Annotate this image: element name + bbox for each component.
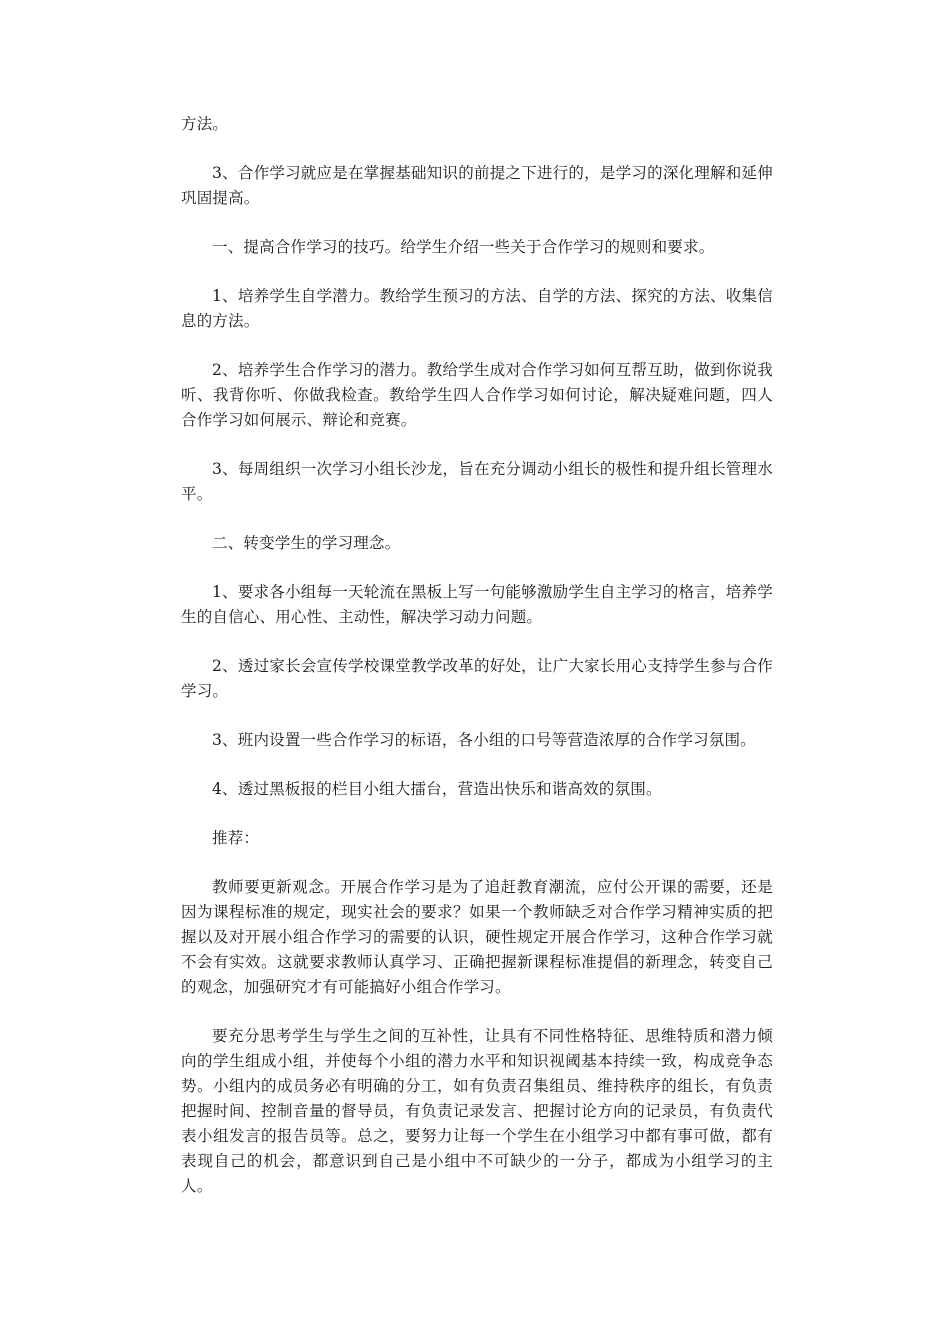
document-body <box>181 112 773 1223</box>
paragraph-slogans: 3、班内设置一些合作学习的标语，各小组的口号等营造浓厚的合作学习氛围。 <box>212 731 756 749</box>
paragraph-group-roles: 要充分思考学生与学生之间的互补性，让具有不同性格特征、思维特质和潜力倾向的学生组成小组，并使每个小组的潜力水平和知识视阈基本持续一致，构成竞争态势。小组内的成员务必有明确的分工，如有负责召集组员、维持秩序的组长，有负责把握时间、控制音量的督导员，有负责记录发言、把握讨论方向的记录员，有负责代表小组发言的报告员等。总之，要努力让每一个学生在小组学习中都有事可做，都有表现自己的机会，都意识到自己是小组中不可缺少的一分子，都成为小组学习的主人。 <box>181 1027 773 1195</box>
paragraph-blackboard: 4、透过黑板报的栏目小组大擂台，营造出快乐和谐高效的氛围。 <box>212 780 662 798</box>
paragraph-point-3-basics: 3、合作学习就应是在掌握基础知识的前提之下进行的，是学习的深化理解和延伸巩固提高。 <box>181 164 773 207</box>
paragraph-update-concepts: 教师要更新观念。开展合作学习是为了追赶教育潮流，应付公开课的需要，还是因为课程标准的规定，现实社会的要求？如果一个教师缺乏对合作学习精神实质的把握以及对开展小组合作学习的需要的认识，硬性规定开展合作学习，这种合作学习就不会有实效。这就要求教师认真学习、正确把握新课程标准提倡的新理念，转变自己的观念，加强研究才有可能搞好小组合作学习。 <box>181 878 773 996</box>
paragraph-continuation: 方法。 <box>181 115 229 133</box>
section-heading-learning-concept: 二、转变学生的学习理念。 <box>212 534 401 552</box>
paragraph-parent-meeting: 2、透过家长会宣传学校课堂教学改革的好处，让广大家长用心支持学生参与合作学习。 <box>181 657 773 700</box>
paragraph-self-study: 1、培养学生自学潜力。教给学生预习的方法、自学的方法、探究的方法、收集信息的方法。 <box>181 287 773 330</box>
paragraph-leader-salon: 3、每周组织一次学习小组长沙龙，旨在充分调动小组长的极性和提升组长管理水平。 <box>181 460 773 503</box>
section-heading-recommendation: 推荐： <box>212 829 260 847</box>
section-heading-skills: 一、提高合作学习的技巧。给学生介绍一些关于合作学习的规则和要求。 <box>212 238 715 256</box>
paragraph-cooperation-ability: 2、培养学生合作学习的潜力。教给学生成对合作学习如何互帮互助，做到你说我听、我背你听、你做我检查。教给学生四人合作学习如何讨论，解决疑难问题，四人合作学习如何展示、辩论和竞赛。 <box>181 361 773 429</box>
paragraph-motto: 1、要求各小组每一天轮流在黑板上写一句能够激励学生自主学习的格言，培养学生的自信心、用心性、主动性，解决学习动力问题。 <box>181 583 773 626</box>
